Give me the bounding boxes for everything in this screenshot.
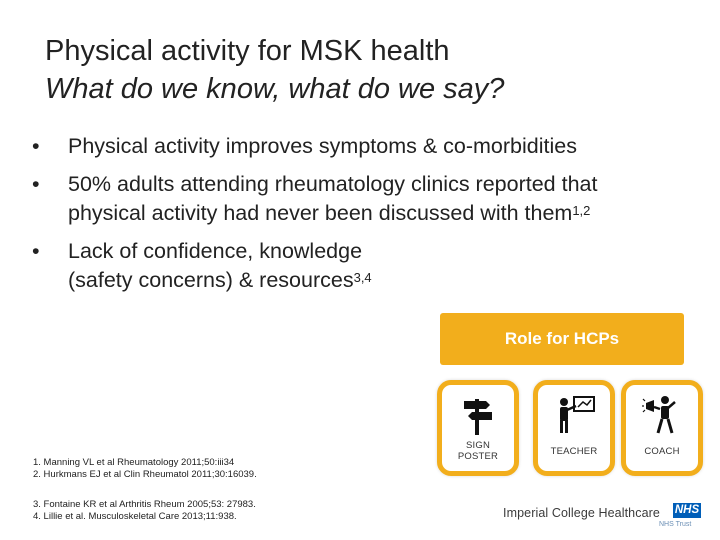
role-label: TEACHER <box>550 446 598 457</box>
role-cards <box>437 380 707 472</box>
slide-title <box>45 32 685 108</box>
role-card-coach <box>621 380 703 476</box>
role-label: COACH <box>644 446 680 457</box>
coach-icon <box>640 393 686 439</box>
logo-name: Imperial College Healthcare <box>503 506 660 520</box>
citation-superscript: 3,4 <box>353 270 372 285</box>
bullet-text-line-1: Lack of confidence, knowledge <box>68 239 363 263</box>
bullet-text: Physical activity improves symptoms & co-morbidities <box>68 134 577 158</box>
bullet-list <box>30 132 680 304</box>
reference-item: 2. Hurkmans EJ et al Clin Rheumatol 2011;30:16039. <box>33 469 257 480</box>
bullet-item <box>30 170 680 228</box>
bullet-text-line-2: (safety concerns) & resources <box>68 268 354 292</box>
citation-superscript: 1,2 <box>572 203 591 218</box>
role-card-sign-poster <box>437 380 519 476</box>
logo-subtitle: NHS Trust <box>659 521 692 528</box>
bullet-item <box>30 237 433 295</box>
reference-item: 4. Lillie et al. Musculoskeletal Care 2013;11:938. <box>33 511 237 522</box>
nhs-badge: NHS <box>674 504 700 516</box>
reference-item: 3. Fontaine KR et al Arthritis Rheum 2005;53: 27983. <box>33 499 256 510</box>
bullet-marker: • <box>32 134 40 158</box>
role-label-line-2: POSTER <box>457 451 499 462</box>
bullet-item <box>30 132 680 161</box>
bullet-marker: • <box>32 172 40 196</box>
role-card-teacher <box>533 380 615 476</box>
bullet-marker: • <box>32 239 40 263</box>
references-group-1 <box>33 457 257 481</box>
title-line-2: What do we know, what do we say? <box>45 73 505 105</box>
teacher-icon <box>552 393 598 439</box>
bullet-text: 50% adults attending rheumatology clinics reported that physical activity had never been discussed with them <box>68 172 598 225</box>
role-label-line-1: SIGN <box>465 440 491 451</box>
title-line-1: Physical activity for MSK health <box>45 35 450 67</box>
imperial-nhs-logo <box>503 500 703 530</box>
reference-item: 1. Manning VL et al Rheumatology 2011;50:iii34 <box>33 457 235 468</box>
role-for-hcps-banner: Role for HCPs <box>440 313 684 365</box>
signpost-icon <box>456 393 500 437</box>
references-group-2 <box>33 499 256 523</box>
